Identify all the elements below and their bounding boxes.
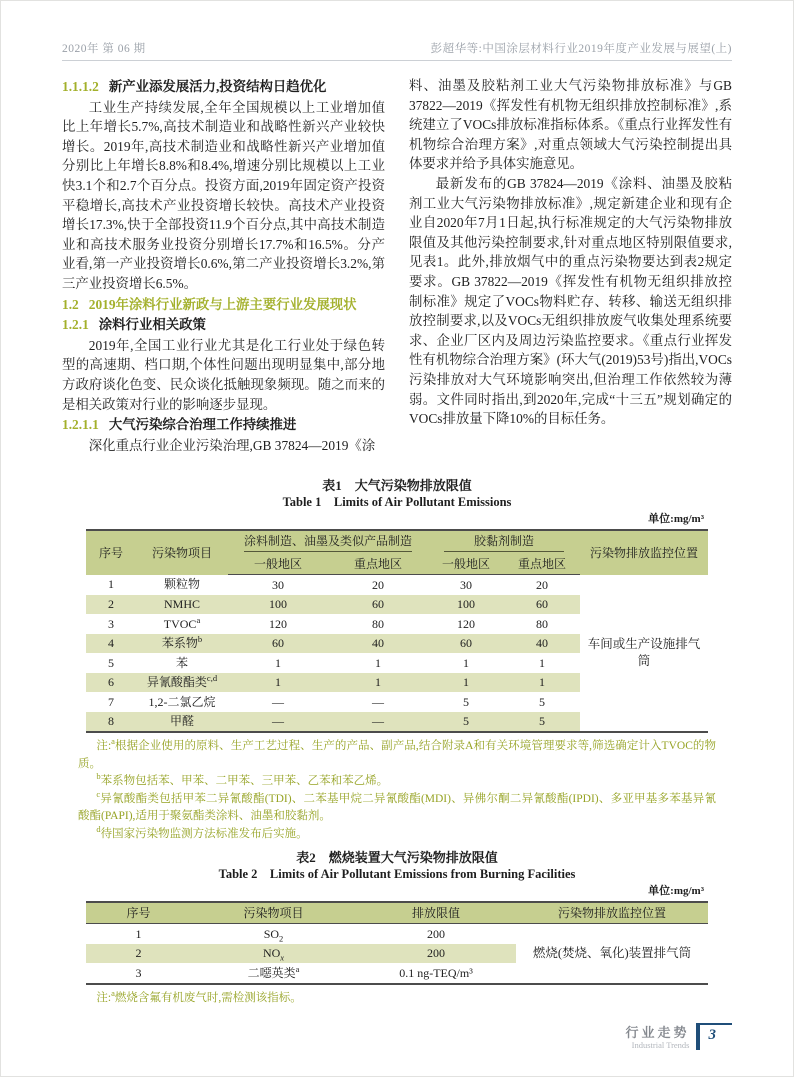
header-rule [62,60,732,61]
table-cell: 120 [457,616,475,631]
table-cell: 6 [86,673,136,693]
table-cell: 1 [275,655,281,670]
table-cell: — [372,694,384,709]
table1-title-en: Table 1 Limits of Air Pollutant Emissions [282,495,512,509]
table-cell: $SO_2$ [263,926,284,943]
table-cell: 二噁英类$^a$ [247,963,300,980]
table-cell: 20 [536,577,548,592]
table-cell: 1 [135,926,142,941]
section-title: 涂料行业相关政策 [98,317,206,333]
page-header [62,40,732,56]
table-cell: 3 [108,616,114,631]
table-cell: 5 [539,694,545,709]
burning-limits-table [86,901,708,985]
section-title: 2019年涂料行业新政与上游主要行业发展现状 [88,296,357,312]
paragraph: 料、油墨及胶粘剂工业大气污染物排放标准》与GB 37822—2019《挥发性有机物无组织排放控制标准》,系统建立了VOCs排放标准指标体系。《重点行业挥发性有机物综合治理方案》,对重点领域大气污染控制提出具体要求并给予具体实施意见。 [409,78,732,172]
table-cell: — [328,712,428,733]
table-cell: 1 [539,655,545,670]
table-row [86,575,708,595]
table-cell: 1 [428,673,504,693]
table-note: $^b$苯系物包括苯、甲苯、二甲苯、三甲苯、乙苯和苯乙烯。 [96,771,389,787]
table-cell: 1 [328,673,428,693]
table2-title-cn: 表2 燃烧装置大气污染物排放限值 [296,850,498,865]
col-header-index: 序号 [86,530,136,575]
table2-unit: 单位:mg/m³ [648,885,704,897]
table-cell: 0.1 ng-TEQ/m³ [399,965,473,980]
table2-head [86,902,708,924]
table-row [86,924,708,944]
col-header-position: 污染物排放监控位置 [516,902,708,924]
right-column [409,76,732,455]
table-cell: 60 [328,595,428,615]
table1-title-cn: 表1 大气污染物排放限值 [322,478,472,493]
table2-title-en: Table 2 Limits of Air Pollutant Emissions from Burning Facilities [218,867,576,881]
col-header-limit: 排放限值 [356,902,516,924]
section-number: 1.2 [62,296,79,312]
table-cell: 30 [460,577,472,592]
table-note: 注:$^a$根据企业使用的原料、生产工艺过程、生产的产品、副产品,结合附录A和有关环境管理要求等,筛选确定计入TVOC的物质。 [78,736,717,770]
table-note: $^c$异氰酸酯类包括甲苯二异氰酸酯(TDI)、二苯基甲烷二异氰酸酯(MDI)、异佛尔酮二异氰酸酯(IPDI)、多亚甲基多苯基异氰酸酯(PAPI),适用于聚氨酯类涂料、油墨和胶黏剂。 [78,788,716,822]
paragraph: 2019年,全国工业行业尤其是化工行业处于绿色转型的高速期、档口期,个体性问题出现明显集中,部分地方政府谈化色变、民众谈化抵触现象频现。随之而来的是相关政策对行业的影响逐步显现。 [62,337,385,412]
table2-body [86,924,708,984]
table-cell: $NO_x$ [191,944,356,964]
table-cell: 1,2-二氯乙烷 [148,694,216,709]
table-cell: 1 [228,673,328,693]
table-cell: 60 [428,634,504,654]
table-cell: 60 [504,595,580,615]
col-subheader-general: 一般地区 [228,554,328,575]
table-cell: 1 [463,655,469,670]
table-cell: NMHC [136,595,228,615]
table1-notes [78,738,716,843]
table-cell: — [272,694,284,709]
table-cell: 60 [228,634,328,654]
section-heading-12 [62,295,385,315]
table-cell: 苯 [175,655,188,670]
table-cell: 7 [108,694,114,709]
section-number: 1.2.1.1 [62,417,99,433]
table-cell: 颗粒物 [163,577,200,592]
table-cell: 3 [135,965,142,980]
table-cell: 2 [86,944,191,964]
paragraph: 最新发布的GB 37824—2019《涂料、油墨及胶粘剂工业大气污染物排放标准》,规定新建企业和现有企业自2020年7月1日起,执行标准规定的大气污染物排放限值及其他污染控制要求,针对重点地区特别限值要求,见表1。此外,排放烟气中的重点污染物要达到表2规定要求。GB 37822—2019《挥发性有机物无组织排放控制标准》规定了VOCs物料贮存、转移、输送无组织排放控制要求,以及VOCs无组织排放废气收集处理系统要求、企业厂区内及周边污染监控要求。《重点行业挥发性有机物综合治理方案》(环大气(2019)53号)指出,VOCs污染排放对大气环境影响突出,但治理工作依然较为薄弱。文件同时指出,到2020年,完成“十三五”规划确定的VOCs排放量下降10%的目标任务。 [409,175,732,427]
col-header-position: 污染物排放监控位置 [580,530,708,575]
table-note: 注:$^a$燃烧含氟有机废气时,需检测该指标。 [96,987,302,1004]
table-cell: 异氰酸酯类$^{c,d}$ [136,673,228,693]
footer-section-cn: 行业走势 [625,1025,690,1040]
table-cell: 200 [427,926,445,941]
table-cell: 1 [375,655,381,670]
section-title: 新产业添发展活力,投资结构日趋优化 [108,79,327,94]
table2-section [62,849,732,1007]
footer-section-en: Industrial Trends [631,1040,690,1050]
section-title: 大气污染综合治理工作持续推进 [108,417,297,433]
table-cell: 20 [372,577,384,592]
table-cell: 苯系物$^b$ [136,634,228,654]
table-cell: 80 [372,616,384,631]
table-cell: TVOC$^a$ [163,614,201,631]
table1-unit: 单位:mg/m³ [648,513,704,525]
paragraph: 工业生产持续发展,全年全国规模以上工业增加值比上年增长5.7%,高技术制造业和战略性新兴产业较快增长。2019年,高技术制造业和战略性新兴产业增加值分别比上年增长8.8%和8.4%,增速分别比规模以上工业快3.1个和2.7个百分点。投资方面,2019年固定资产投资平稳增长,高技术产业投资增长较快。高技术产业投资增长17.3%,快于全部投资11.9个百分点,其中高技术制造业和高技术服务业投资分别增长17.7%和16.5%。分产业看,第一产业投资增长0.6%,第二产业投资增长3.2%,第三产业投资增长6.5%。 [62,99,385,291]
page-number-box [696,1023,733,1050]
monitor-position-cell: 燃烧(焚烧、氧化)装置排气筒 [516,924,708,984]
table-cell: 2 [86,595,136,615]
section-heading-1112 [62,77,385,97]
section-number: 1.2.1 [62,317,89,333]
footer-section-labels [625,1026,689,1051]
table-cell: 200 [356,944,516,964]
table-cell: 100 [228,595,328,615]
table1-body [86,575,708,733]
table-cell: 30 [272,577,284,592]
col-header-item: 污染物项目 [191,902,356,924]
col-header-index: 序号 [86,902,191,924]
table-cell: 甲醛 [136,712,228,733]
table1-section [62,477,732,843]
left-column [62,76,385,455]
col-subheader-key: 重点地区 [328,554,428,575]
table-cell: 5 [108,655,114,670]
section-number: 1.1.1.2 [62,79,99,94]
col-header-item: 污染物项目 [136,530,228,575]
table-cell: 40 [504,634,580,654]
table-cell: 1 [504,673,580,693]
table-cell: 1 [108,577,114,592]
table1-head [86,530,708,575]
table-note: $^d$待国家污染物监测方法标准发布后实施。 [96,823,308,840]
col-group-adhesive: 胶黏剂制造 [428,530,580,554]
table-cell: 5 [463,694,469,709]
running-title: 彭超华等:中国涂层材料行业2019年度产业发展与展望(上) [430,43,732,55]
table-cell: 5 [428,712,504,733]
table-cell: 120 [269,616,287,631]
table-cell: 100 [428,595,504,615]
table2-notes [78,987,716,1008]
section-heading-121 [62,315,385,335]
page-number: 3 [708,1027,716,1043]
issue-label: 2020年 第 06 期 [62,43,146,55]
col-subheader-key: 重点地区 [504,554,580,575]
col-subheader-general: 一般地区 [428,554,504,575]
table-cell: 4 [86,634,136,654]
table-cell: 80 [536,616,548,631]
section-heading-1211 [62,415,385,435]
table-cell: 40 [328,634,428,654]
body-columns [62,76,732,455]
table-cell: 8 [86,712,136,733]
col-group-coating: 涂料制造、油墨及类似产品制造 [228,530,428,554]
paragraph: 深化重点行业企业污染治理,GB 37824—2019《涂 [88,437,376,453]
monitor-position-cell: 车间或生产设施排气筒 [580,575,708,733]
table-cell: 5 [504,712,580,733]
pollutant-limits-table [86,529,708,733]
table-cell: — [228,712,328,733]
page-footer [625,1023,732,1051]
